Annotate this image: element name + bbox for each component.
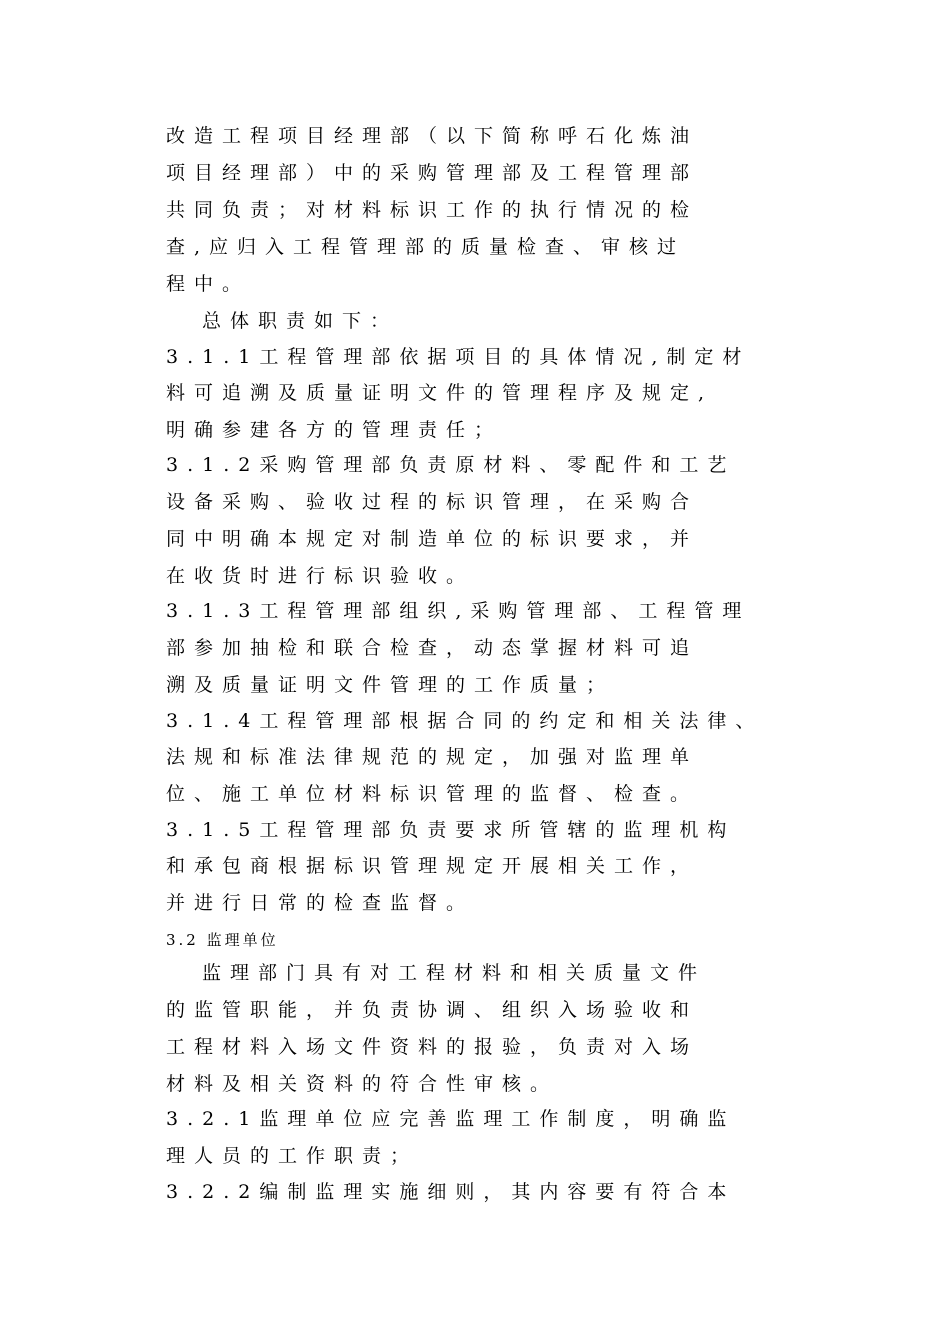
text-line: 项目经理部）中的采购管理部及工程管理部 xyxy=(166,162,699,184)
clause-3-1-4: 3.1.4工程管理部根据合同的约定和相关法律、 xyxy=(166,710,764,732)
text-line: 在收货时进行标识验收。 xyxy=(166,565,475,587)
clause-3-1-5: 3.1.5工程管理部负责要求所管辖的监理机构 xyxy=(166,819,736,841)
text-line: 程中。 xyxy=(166,273,251,295)
text-line: 和承包商根据标识管理规定开展相关工作， xyxy=(166,855,699,877)
text-line: 材料及相关资料的符合性审核。 xyxy=(166,1073,559,1095)
section-heading-3-2: 3.2 监理单位 xyxy=(166,931,279,949)
clause-3-2-2: 3.2.2编制监理实施细则，其内容要有符合本 xyxy=(166,1181,736,1203)
text-line: 法规和标准法律规范的规定，加强对监理单 xyxy=(166,746,699,768)
clause-3-2-1: 3.2.1监理单位应完善监理工作制度，明确监 xyxy=(166,1108,736,1130)
text-line: 料可追溯及质量证明文件的管理程序及规定, xyxy=(166,382,714,404)
text-line: 溯及质量证明文件管理的工作质量； xyxy=(166,674,615,696)
text-line: 监理部门具有对工程材料和相关质量文件 xyxy=(202,962,707,984)
clause-3-1-3: 3.1.3工程管理部组织,采购管理部、工程管理 xyxy=(166,600,751,622)
text-line: 位、施工单位材料标识管理的监督、检查。 xyxy=(166,783,699,805)
text-line: 工程材料入场文件资料的报验，负责对入场 xyxy=(166,1036,699,1058)
clause-3-1-1: 3.1.1工程管理部依据项目的具体情况,制定材 xyxy=(166,346,751,368)
text-line: 明确参建各方的管理责任； xyxy=(166,419,503,441)
text-line: 同中明确本规定对制造单位的标识要求，并 xyxy=(166,528,699,550)
text-line: 改造工程项目经理部（以下简称呼石化炼油 xyxy=(166,125,699,147)
text-line: 设备采购、验收过程的标识管理，在采购合 xyxy=(166,491,699,513)
text-line: 理人员的工作职责； xyxy=(166,1145,419,1167)
section-intro-line: 总体职责如下： xyxy=(202,310,399,332)
text-line: 并进行日常的检查监督。 xyxy=(166,892,475,914)
text-line: 共同负责；对材料标识工作的执行情况的检 xyxy=(166,199,699,221)
text-line: 查,应归入工程管理部的质量检查、审核过 xyxy=(166,236,686,258)
clause-3-1-2: 3.1.2采购管理部负责原材料、零配件和工艺 xyxy=(166,454,736,476)
text-line: 的监管职能，并负责协调、组织入场验收和 xyxy=(166,999,699,1021)
text-line: 部参加抽检和联合检查，动态掌握材料可追 xyxy=(166,637,699,659)
